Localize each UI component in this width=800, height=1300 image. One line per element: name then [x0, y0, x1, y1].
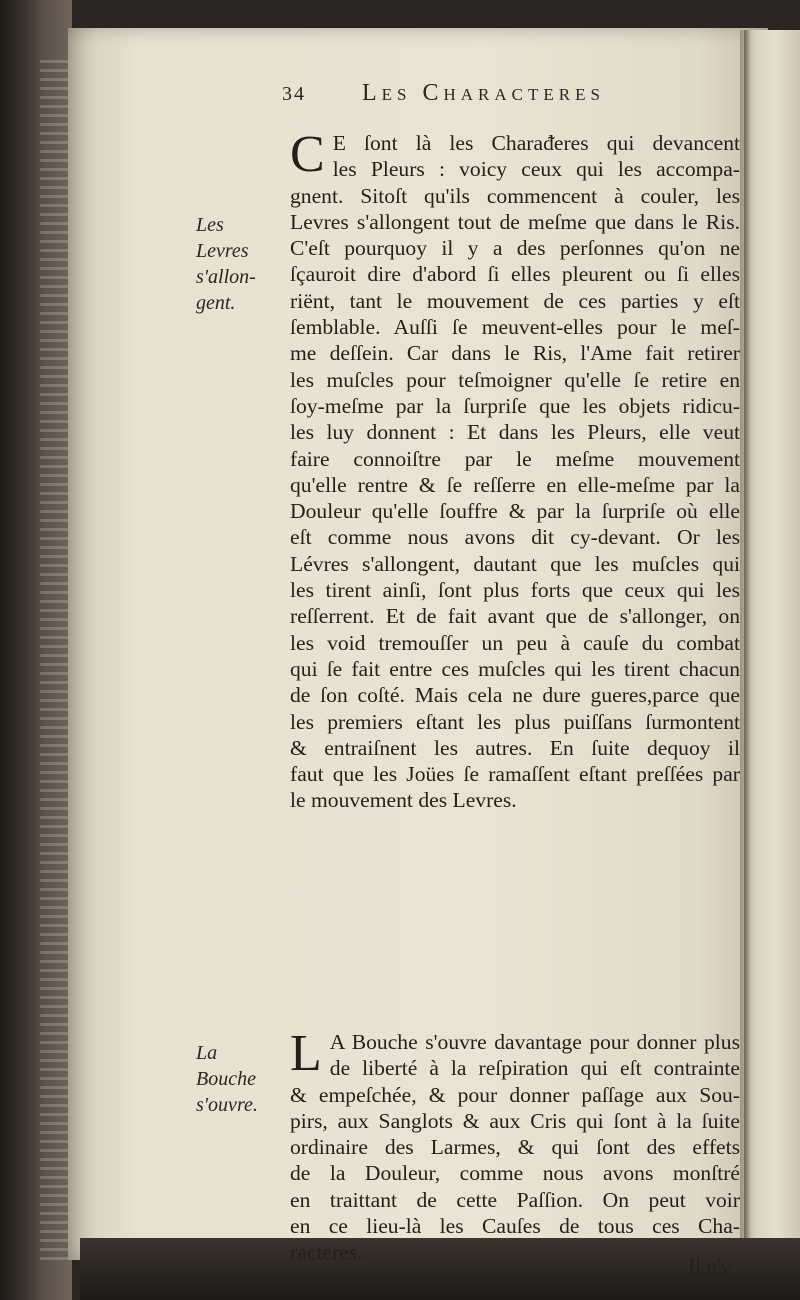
page-edge: [740, 30, 800, 1260]
text-line: A Bouche s'ouvre davantage pour donner plus: [329, 1030, 740, 1054]
text-line: de ſon coſté. Mais cela ne dure gueres,parce que: [290, 683, 740, 708]
text-line: les Pleurs : voicy ceux qui les accompa-: [332, 157, 740, 182]
text-line: Lévres s'allongent, dautant que les muſcles qui: [290, 551, 740, 576]
paragraph-bouche: [290, 1025, 740, 1266]
text-line: me deſſein. Car dans le Ris, l'Ame fait retirer: [290, 341, 740, 366]
text-line: reſſerrent. Et de fait avant que de s'allonger, on: [290, 604, 740, 629]
running-head: [282, 80, 742, 107]
text-line: les muſcles pour teſmoigner qu'elle ſe retire en: [290, 367, 740, 392]
text-line: C'eſt pourquoy il y a des perſonnes qu'on ne: [290, 236, 740, 261]
text-line: qu'elle rentre & ſe reſſerre en elle-meſme par la: [290, 472, 740, 497]
text-line: ſoy-meſme par la ſurpriſe que les objets ridicu-: [290, 393, 740, 418]
text-line: qui ſe fait entre ces muſcles qui les tirent chacun: [290, 656, 740, 681]
text-line: faut que les Joües ſe ramaſſent eſtant preſſées par: [290, 762, 740, 787]
text-line: ſemblable. Auſſi ſe meuvent-elles pour le meſ-: [290, 315, 740, 340]
margin-note-line: s'ouvre.: [196, 1094, 258, 1116]
text-line: de liberté à la reſpiration qui eſt contrainte: [329, 1056, 740, 1081]
margin-note-levres: [196, 212, 286, 316]
text-line: les luy donnent : Et dans les Pleurs, elle veut: [290, 420, 740, 445]
text-line: les tirent ainſi, ſont plus forts que ceux qui les: [290, 578, 740, 603]
running-title: Les Characteres: [362, 80, 605, 106]
drop-cap: C: [290, 126, 325, 183]
margin-note-bouche: [196, 1040, 286, 1118]
text-line: gnent. Sitoſt qu'ils commencent à couler, les: [290, 183, 740, 208]
margin-note-line: La: [196, 1042, 218, 1064]
catchword: Il n'y: [688, 1254, 731, 1278]
text-line: le mouvement des Levres.: [290, 788, 517, 813]
text-line: eſt comme nous avons dit cy-devant. Or les: [290, 525, 740, 550]
margin-note-line: Les: [196, 214, 224, 236]
paragraph-levres: [290, 126, 740, 814]
text-line: ordinaire des Larmes, & qui ſont des effets: [290, 1135, 740, 1160]
text-line: E ſont là les Charaᵭeres qui devancent: [332, 131, 740, 155]
text-line: ſçauroit dire d'abord ſi elles pleurent ou ſi elles: [290, 262, 740, 287]
margin-note-line: gent.: [196, 292, 236, 314]
margin-note-line: Bouche: [196, 1068, 256, 1090]
text-line: & empeſchée, & pour donner paſſage aux Sou-: [290, 1082, 740, 1107]
margin-note-line: s'allon-: [196, 266, 256, 288]
text-line: en traittant de cette Paſſion. On peut voir: [290, 1187, 740, 1212]
text-line: pirs, aux Sanglots & aux Cris qui ſont à la ſuite: [290, 1108, 740, 1133]
text-line: & entraiſnent les autres. En ſuite dequoy il: [290, 735, 740, 760]
page-number: 34: [282, 83, 306, 105]
text-line: de la Douleur, comme nous avons monſtré: [290, 1161, 740, 1186]
margin-note-line: Levres: [196, 240, 249, 262]
text-line: en ce lieu-là les Cauſes de tous ces Cha-: [290, 1214, 740, 1239]
text-line: Douleur qu'elle ſouffre & par la ſurpriſe où elle: [290, 499, 740, 524]
text-line: racteres.: [290, 1240, 363, 1265]
text-line: les premiers eſtant les plus puiſſans ſurmontent: [290, 709, 740, 734]
book-spine: [0, 0, 72, 1300]
text-line: riënt, tant le mouvement de ces parties y eſt: [290, 288, 740, 313]
drop-cap: L: [290, 1025, 322, 1082]
text-line: Levres s'allongent tout de meſme que dans le Ris.: [290, 209, 740, 234]
text-line: faire connoiſtre par le meſme mouvement: [290, 446, 740, 471]
text-line: les void tremouſſer un peu à cauſe du combat: [290, 630, 740, 655]
